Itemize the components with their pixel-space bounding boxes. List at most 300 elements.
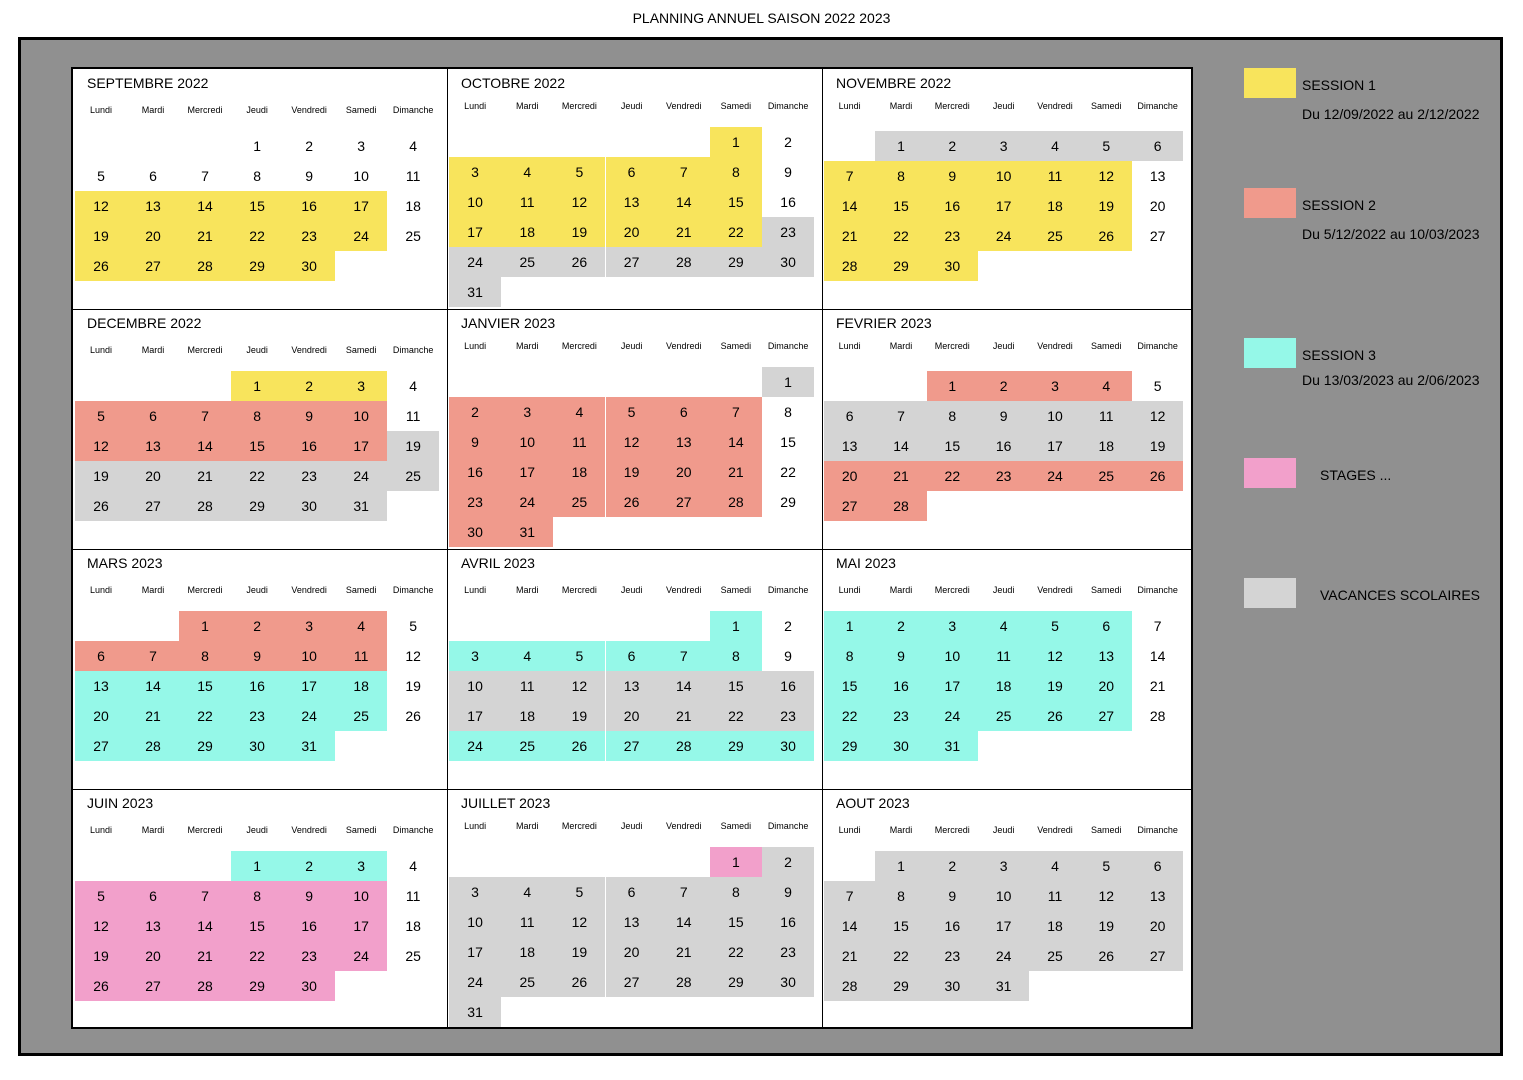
day-cell: 16 xyxy=(762,907,814,937)
empty-cell xyxy=(449,847,501,877)
weekday-header: Mardi xyxy=(141,105,165,115)
day-cell: 19 xyxy=(553,701,605,731)
day-cell: 14 xyxy=(179,431,231,461)
day-cell: 11 xyxy=(501,187,553,217)
day-cell: 16 xyxy=(231,671,283,701)
empty-cell xyxy=(824,851,875,881)
day-cell: 22 xyxy=(875,221,926,251)
day-cell: 26 xyxy=(553,967,605,997)
weekday-header: Samedi xyxy=(1091,585,1122,595)
day-cell: 14 xyxy=(824,911,875,941)
day-cell: 23 xyxy=(762,217,814,247)
day-cell: 27 xyxy=(658,487,710,517)
day-cell: 24 xyxy=(449,967,501,997)
day-cell: 18 xyxy=(335,671,387,701)
empty-cell xyxy=(501,127,553,157)
day-cell: 19 xyxy=(553,217,605,247)
day-cell: 20 xyxy=(1081,671,1132,701)
day-cell: 17 xyxy=(978,191,1029,221)
weekday-header: Vendredi xyxy=(665,341,702,351)
day-cell: 17 xyxy=(449,937,501,967)
day-cell: 25 xyxy=(501,967,553,997)
day-cell: 20 xyxy=(127,221,179,251)
empty-cell xyxy=(710,277,762,307)
day-cell: 31 xyxy=(501,517,553,547)
day-cell: 21 xyxy=(658,701,710,731)
day-cell: 29 xyxy=(824,731,875,761)
day-cell: 4 xyxy=(1029,851,1080,881)
day-cell: 3 xyxy=(1029,371,1080,401)
month-block xyxy=(822,69,1191,309)
day-cell: 14 xyxy=(875,431,926,461)
empty-cell xyxy=(387,491,439,521)
day-cell: 7 xyxy=(824,161,875,191)
day-cell: 25 xyxy=(978,701,1029,731)
day-cell: 7 xyxy=(658,157,710,187)
day-cell: 1 xyxy=(179,611,231,641)
day-cell: 30 xyxy=(283,971,335,1001)
day-cell: 5 xyxy=(553,877,605,907)
day-cell: 6 xyxy=(127,881,179,911)
day-cell: 29 xyxy=(710,967,762,997)
day-cell: 25 xyxy=(1081,461,1132,491)
day-cell: 26 xyxy=(1081,941,1132,971)
weekday-header: Mercredi xyxy=(187,345,223,355)
day-cell: 23 xyxy=(927,221,978,251)
day-cell: 22 xyxy=(710,217,762,247)
day-cell: 1 xyxy=(231,851,283,881)
day-cell: 24 xyxy=(978,221,1029,251)
weekday-header: Dimanche xyxy=(392,825,434,835)
day-cell: 24 xyxy=(978,941,1029,971)
month-divider xyxy=(73,789,1191,790)
day-cell: 4 xyxy=(409,378,418,394)
day-cell: 15 xyxy=(780,434,796,450)
day-cell: 6 xyxy=(824,401,875,431)
weekday-header: Jeudi xyxy=(992,825,1015,835)
day-cell: 3 xyxy=(978,131,1029,161)
day-cell: 18 xyxy=(553,457,605,487)
empty-cell xyxy=(762,997,814,1027)
day-cell: 11 xyxy=(1029,161,1080,191)
empty-cell xyxy=(658,517,710,547)
weekday-header: Dimanche xyxy=(392,585,434,595)
empty-cell xyxy=(658,277,710,307)
day-cell: 12 xyxy=(75,911,127,941)
weekday-header: Dimanche xyxy=(767,585,809,595)
day-cell: 26 xyxy=(75,971,127,1001)
day-cell: 7 xyxy=(127,641,179,671)
day-cell: 17 xyxy=(1029,431,1080,461)
weekday-header: Samedi xyxy=(345,585,377,595)
day-cell: 5 xyxy=(1029,611,1080,641)
day-cell: 5 xyxy=(409,618,418,634)
day-cell: 2 xyxy=(875,611,926,641)
month-title: FEVRIER 2023 xyxy=(836,315,932,331)
weekday-header: Samedi xyxy=(720,101,752,111)
empty-cell xyxy=(335,731,387,761)
weekday-header: Lundi xyxy=(838,825,861,835)
empty-cell xyxy=(127,851,179,881)
day-cell: 29 xyxy=(875,971,926,1001)
day-cell: 13 xyxy=(606,907,658,937)
weekday-header: Lundi xyxy=(838,585,861,595)
day-cell: 8 xyxy=(927,401,978,431)
day-cell: 7 xyxy=(179,401,231,431)
day-cell: 10 xyxy=(449,671,501,701)
day-cell: 23 xyxy=(283,221,335,251)
day-cell: 22 xyxy=(231,221,283,251)
month-title: JUILLET 2023 xyxy=(461,795,551,811)
day-cell: 22 xyxy=(710,701,762,731)
day-cell: 10 xyxy=(927,641,978,671)
legend-label: SESSION 2 xyxy=(1302,197,1376,213)
weekday-header: Lundi xyxy=(464,341,487,351)
day-cell: 1 xyxy=(762,367,814,397)
day-cell: 24 xyxy=(449,731,501,761)
empty-cell xyxy=(606,367,658,397)
day-cell: 27 xyxy=(606,247,658,277)
day-cell: 15 xyxy=(875,191,926,221)
day-cell: 15 xyxy=(710,187,762,217)
month-title: SEPTEMBRE 2022 xyxy=(87,75,209,91)
empty-cell xyxy=(179,371,231,401)
day-cell: 14 xyxy=(710,427,762,457)
day-cell: 20 xyxy=(127,941,179,971)
weekday-header: Jeudi xyxy=(246,105,268,115)
day-cell: 28 xyxy=(658,247,710,277)
empty-cell xyxy=(75,371,127,401)
weekday-header: Lundi xyxy=(89,825,113,835)
empty-cell xyxy=(1132,251,1183,281)
empty-cell xyxy=(658,127,710,157)
day-cell: 30 xyxy=(449,517,501,547)
empty-cell xyxy=(1081,731,1132,761)
empty-cell xyxy=(824,131,875,161)
weekday-header: Jeudi xyxy=(620,585,643,595)
day-cell: 23 xyxy=(875,701,926,731)
day-cell: 10 xyxy=(449,907,501,937)
day-cell: 14 xyxy=(179,911,231,941)
day-cell: 22 xyxy=(824,701,875,731)
empty-cell xyxy=(553,277,605,307)
weekday-header: Jeudi xyxy=(620,101,643,111)
day-cell: 5 xyxy=(553,641,605,671)
day-cell: 13 xyxy=(1081,641,1132,671)
day-cell: 29 xyxy=(875,251,926,281)
weekday-header: Vendredi xyxy=(1037,825,1073,835)
day-cell: 12 xyxy=(75,431,127,461)
day-cell: 4 xyxy=(1081,371,1132,401)
day-cell: 2 xyxy=(784,134,792,150)
empty-cell xyxy=(1132,731,1183,761)
empty-cell xyxy=(710,517,762,547)
day-cell: 17 xyxy=(449,701,501,731)
day-cell: 11 xyxy=(405,888,421,904)
empty-cell xyxy=(127,611,179,641)
weekday-header: Lundi xyxy=(464,101,487,111)
legend-label: VACANCES SCOLAIRES xyxy=(1320,587,1481,603)
day-cell: 29 xyxy=(780,494,796,510)
day-cell: 3 xyxy=(501,397,553,427)
day-cell: 9 xyxy=(927,881,978,911)
empty-cell xyxy=(606,127,658,157)
day-cell: 25 xyxy=(501,247,553,277)
day-cell: 7 xyxy=(824,881,875,911)
empty-cell xyxy=(927,491,978,521)
day-cell: 22 xyxy=(875,941,926,971)
day-cell: 8 xyxy=(875,161,926,191)
day-cell: 16 xyxy=(762,671,814,701)
empty-cell xyxy=(501,611,553,641)
day-cell: 26 xyxy=(75,251,127,281)
day-cell: 10 xyxy=(335,881,387,911)
empty-cell xyxy=(978,491,1029,521)
month-divider xyxy=(447,69,448,1027)
day-cell: 8 xyxy=(231,401,283,431)
day-cell: 17 xyxy=(449,217,501,247)
day-cell: 28 xyxy=(710,487,762,517)
weekday-header: Jeudi xyxy=(246,345,268,355)
weekday-header: Samedi xyxy=(1091,101,1122,111)
day-cell: 11 xyxy=(501,671,553,701)
day-cell: 19 xyxy=(1029,671,1080,701)
day-cell: 16 xyxy=(283,191,335,221)
weekday-header: Mardi xyxy=(515,821,539,831)
month-block xyxy=(73,69,447,309)
day-cell: 4 xyxy=(501,877,553,907)
weekday-header: Mercredi xyxy=(187,105,223,115)
empty-cell xyxy=(75,131,127,161)
day-cell: 12 xyxy=(1081,881,1132,911)
day-cell: 6 xyxy=(75,641,127,671)
day-cell: 4 xyxy=(409,858,418,874)
day-cell: 4 xyxy=(335,611,387,641)
day-cell: 25 xyxy=(387,461,439,491)
empty-cell xyxy=(762,277,814,307)
day-cell: 16 xyxy=(927,191,978,221)
day-cell: 28 xyxy=(824,971,875,1001)
weekday-header: Dimanche xyxy=(1137,585,1178,595)
day-cell: 1 xyxy=(824,611,875,641)
empty-cell xyxy=(1081,491,1132,521)
day-cell: 13 xyxy=(1149,168,1166,184)
day-cell: 25 xyxy=(1029,221,1080,251)
day-cell: 12 xyxy=(606,427,658,457)
day-cell: 10 xyxy=(283,641,335,671)
day-cell: 6 xyxy=(1081,611,1132,641)
day-cell: 28 xyxy=(658,731,710,761)
day-cell: 17 xyxy=(978,911,1029,941)
empty-cell xyxy=(387,731,439,761)
empty-cell xyxy=(710,997,762,1027)
empty-cell xyxy=(179,131,231,161)
weekday-header: Vendredi xyxy=(291,585,327,595)
day-cell: 30 xyxy=(875,731,926,761)
legend-dates: Du 5/12/2022 au 10/03/2023 xyxy=(1302,226,1480,242)
day-cell: 27 xyxy=(75,731,127,761)
day-cell: 2 xyxy=(927,851,978,881)
month-title: JANVIER 2023 xyxy=(461,315,556,331)
day-cell: 28 xyxy=(824,251,875,281)
day-cell: 31 xyxy=(335,491,387,521)
day-cell: 17 xyxy=(283,671,335,701)
day-cell: 10 xyxy=(335,401,387,431)
day-cell: 30 xyxy=(762,247,814,277)
day-cell: 25 xyxy=(335,701,387,731)
weekday-header: Mardi xyxy=(141,345,165,355)
month-divider xyxy=(822,69,823,1027)
empty-cell xyxy=(1029,731,1080,761)
weekday-header: Vendredi xyxy=(291,105,327,115)
day-cell: 1 xyxy=(875,131,926,161)
day-cell: 28 xyxy=(1149,708,1166,724)
day-cell: 6 xyxy=(149,168,157,184)
day-cell: 14 xyxy=(824,191,875,221)
day-cell: 23 xyxy=(231,701,283,731)
day-cell: 1 xyxy=(710,127,762,157)
day-cell: 28 xyxy=(179,251,231,281)
legend-label: SESSION 1 xyxy=(1302,77,1376,93)
page-title: PLANNING ANNUEL SAISON 2022 2023 xyxy=(632,10,891,26)
legend-label: STAGES ... xyxy=(1320,467,1392,483)
day-cell: 1 xyxy=(875,851,926,881)
day-cell: 6 xyxy=(1132,851,1183,881)
day-cell: 26 xyxy=(553,247,605,277)
weekday-header: Vendredi xyxy=(665,101,702,111)
weekday-header: Mercredi xyxy=(934,825,970,835)
day-cell: 12 xyxy=(1029,641,1080,671)
day-cell: 11 xyxy=(1081,401,1132,431)
day-cell: 5 xyxy=(1153,378,1162,394)
day-cell: 28 xyxy=(179,491,231,521)
empty-cell xyxy=(824,371,875,401)
day-cell: 8 xyxy=(824,641,875,671)
weekday-header: Samedi xyxy=(720,585,752,595)
day-cell: 31 xyxy=(449,997,501,1027)
day-cell: 22 xyxy=(231,941,283,971)
day-cell: 29 xyxy=(231,251,283,281)
day-cell: 18 xyxy=(1029,191,1080,221)
day-cell: 11 xyxy=(553,427,605,457)
month-block xyxy=(822,789,1191,1027)
weekday-header: Mercredi xyxy=(934,585,970,595)
month-block xyxy=(73,549,447,789)
month-block xyxy=(822,309,1191,549)
day-cell: 22 xyxy=(927,461,978,491)
empty-cell xyxy=(387,971,439,1001)
day-cell: 7 xyxy=(201,168,209,184)
day-cell: 7 xyxy=(658,877,710,907)
day-cell: 6 xyxy=(127,401,179,431)
day-cell: 25 xyxy=(553,487,605,517)
day-cell: 5 xyxy=(1081,851,1132,881)
weekday-header: Mardi xyxy=(515,341,539,351)
day-cell: 6 xyxy=(606,877,658,907)
day-cell: 9 xyxy=(231,641,283,671)
day-cell: 19 xyxy=(405,678,421,694)
weekday-header: Dimanche xyxy=(767,341,809,351)
weekday-header: Mercredi xyxy=(561,101,597,111)
empty-cell xyxy=(501,997,553,1027)
day-cell: 13 xyxy=(658,427,710,457)
empty-cell xyxy=(606,847,658,877)
day-cell: 15 xyxy=(927,431,978,461)
day-cell: 27 xyxy=(127,491,179,521)
day-cell: 5 xyxy=(75,881,127,911)
legend-label: SESSION 3 xyxy=(1302,347,1376,363)
calendar-grid xyxy=(71,67,1193,1029)
legend-swatch xyxy=(1244,68,1296,98)
weekday-header: Lundi xyxy=(89,105,113,115)
day-cell: 26 xyxy=(1081,221,1132,251)
day-cell: 20 xyxy=(606,701,658,731)
day-cell: 8 xyxy=(179,641,231,671)
month-block xyxy=(447,789,822,1027)
day-cell: 10 xyxy=(1029,401,1080,431)
day-cell: 31 xyxy=(978,971,1029,1001)
day-cell: 2 xyxy=(784,618,792,634)
day-cell: 1 xyxy=(710,611,762,641)
day-cell: 8 xyxy=(231,881,283,911)
day-cell: 16 xyxy=(283,911,335,941)
day-cell: 4 xyxy=(501,641,553,671)
day-cell: 3 xyxy=(449,877,501,907)
day-cell: 18 xyxy=(501,701,553,731)
day-cell: 15 xyxy=(824,671,875,701)
day-cell: 24 xyxy=(501,487,553,517)
day-cell: 3 xyxy=(357,138,366,154)
day-cell: 12 xyxy=(1132,401,1183,431)
day-cell: 22 xyxy=(710,937,762,967)
day-cell: 9 xyxy=(875,641,926,671)
day-cell: 2 xyxy=(283,851,335,881)
empty-cell xyxy=(335,251,387,281)
day-cell: 23 xyxy=(762,937,814,967)
day-cell: 31 xyxy=(927,731,978,761)
day-cell: 29 xyxy=(179,731,231,761)
day-cell: 16 xyxy=(449,457,501,487)
empty-cell xyxy=(387,251,439,281)
day-cell: 4 xyxy=(1029,131,1080,161)
day-cell: 2 xyxy=(449,397,501,427)
day-cell: 11 xyxy=(405,168,421,184)
empty-cell xyxy=(553,367,605,397)
month-title: AOUT 2023 xyxy=(836,795,910,811)
day-cell: 9 xyxy=(927,161,978,191)
day-cell: 27 xyxy=(1081,701,1132,731)
day-cell: 7 xyxy=(1153,618,1162,634)
empty-cell xyxy=(658,611,710,641)
day-cell: 3 xyxy=(283,611,335,641)
day-cell: 20 xyxy=(1132,911,1183,941)
day-cell: 20 xyxy=(1149,198,1166,214)
day-cell: 2 xyxy=(305,138,314,154)
weekday-header: Mercredi xyxy=(187,825,223,835)
weekday-header: Lundi xyxy=(838,341,861,351)
day-cell: 30 xyxy=(283,251,335,281)
day-cell: 5 xyxy=(1081,131,1132,161)
day-cell: 16 xyxy=(978,431,1029,461)
day-cell: 11 xyxy=(405,408,421,424)
day-cell: 6 xyxy=(606,157,658,187)
day-cell: 7 xyxy=(710,397,762,427)
day-cell: 18 xyxy=(501,937,553,967)
day-cell: 18 xyxy=(405,918,421,934)
empty-cell xyxy=(762,517,814,547)
empty-cell xyxy=(978,251,1029,281)
day-cell: 14 xyxy=(179,191,231,221)
